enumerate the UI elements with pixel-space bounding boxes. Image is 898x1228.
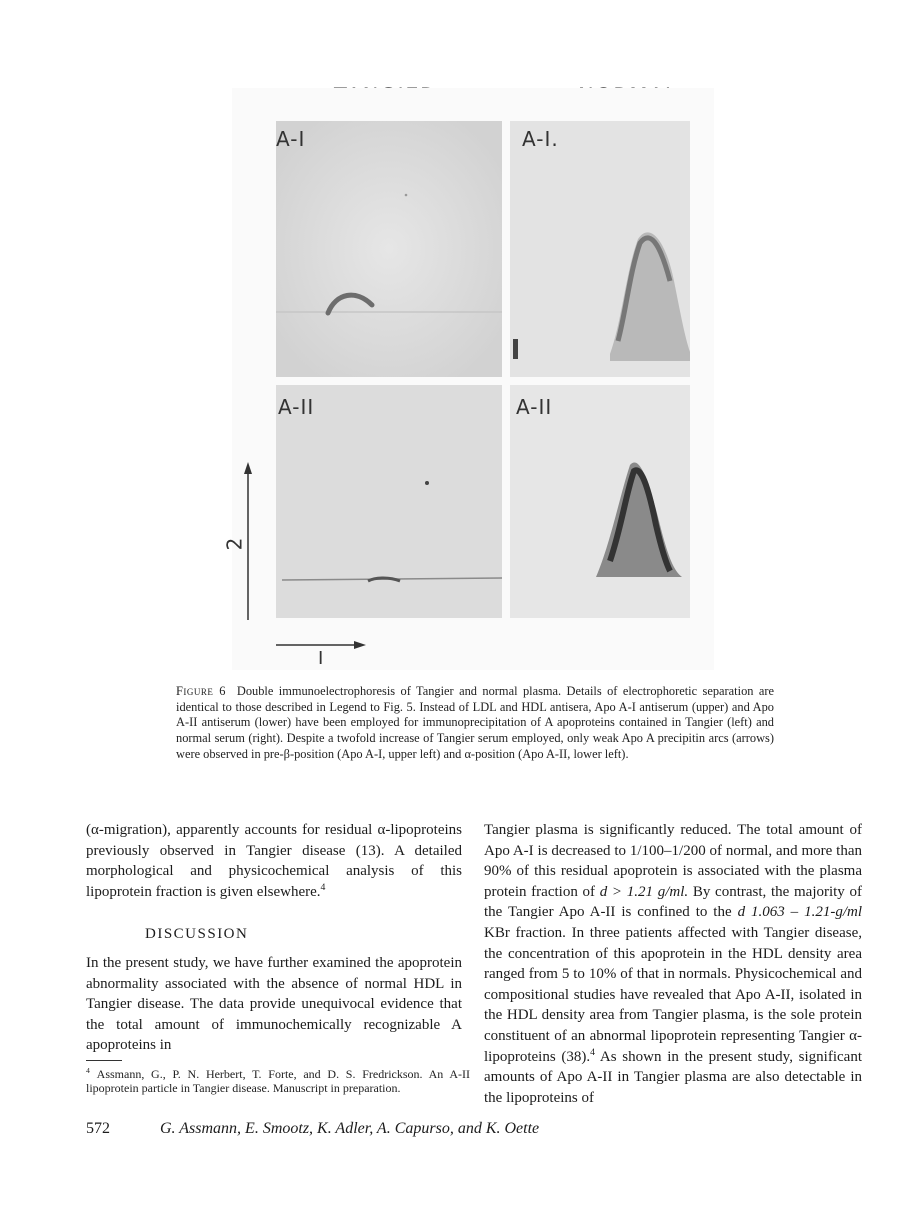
caption-text: Double immunoelectrophoresis of Tangier and normal plasma. Details of electrophoretic separation are identical to those described in Legend to Fig. 5. Instead of LDL and HDL antisera, Apo A-I antiserum (upper) and Apo A-II antiserum (lower) have been employed for immunoprecipitation of A apoproteins contained in Tangier (left) and normal serum (right). Despite a twofold increase of Tangier serum employed, only weak Apo A precipitin arcs (arrows) were observed in pre-β-position (Apo A-I, upper left) and α-position (Apo A-II, lower left). [176,684,775,761]
footnote: $^4$ Assmann, G., P. N. Herbert, T. Forte, and D. S. Fredrickson. An A-II lipoprotein particle in Tangier disease. Manuscript in preparation. [86,1066,471,1096]
caption-figure-number: Figure 6 [176,684,227,698]
right-column-paragraph: Tangier plasma is significantly reduced. The total amount of Apo A-I is decreased to 1/100–1/200 of normal, and more than 90% of this residual apoprotein is associated with the plasma protein fraction of d > 1.21 g/ml. By contrast, the majority of the Tangier Apo A-II is confined to the d 1.063 – 1.21-g/ml KBr fraction. In three patients affected with Tangier disease, the concentration of this apoprotein in the HDL density area ranged from 5 to 10% of that in normals. Physicochemical and compositional studies have revealed that Apo A-II, isolated in the HDL density area from Tangier plasma, is the sole protein constituent of an abnormal lipoprotein representing Tangier α-lipoproteins (38).$^4$ As shown in the present study, significant amounts of Apo A-II in Tangier plasma are also detectable in the lipoproteins of [484,822,863,1106]
panel-label: A-I [276,127,306,151]
section-heading-discussion: DISCUSSION [145,926,249,942]
panel-label: A-II [278,395,315,419]
running-footer-authors: G. Assmann, E. Smootz, K. Adler, A. Capurso, and K. Oette [160,1120,540,1137]
axis-label-1: I [318,648,324,669]
page-number: 572 [86,1120,110,1137]
panel-normal-apo-a-ii [510,385,690,618]
panel-label: A-I. [522,127,559,151]
footnote-rule [86,1060,122,1061]
panel-normal-apo-a-i [510,121,690,377]
figure-caption [176,684,774,763]
left-column-paragraph-1: (α-migration), apparently accounts for residual α-lipoproteins previously observed in Tangier disease (13). A detailed morphological and physicochemical analysis of this lipoprotein fraction is given elsewhere.$^4$ [86,822,462,900]
formula-density: d > 1.21 g/ml. [599,883,689,900]
axis-label-2: 2 [222,537,247,551]
left-column-paragraph-2: In the present study, we have further examined the apoprotein abnormality associated with the absence of normal HDL in Tangier disease. The data provide unequivocal evidence that the total amount of immunochemically recognizable A apoproteins in [86,955,462,1054]
panel-label: A-II [516,395,553,419]
panel-tangier-apo-a-i [276,121,502,377]
panel-tangier-apo-a-ii [276,385,502,618]
formula-density-range: d 1.063 – 1.21-g/ml [737,904,863,921]
